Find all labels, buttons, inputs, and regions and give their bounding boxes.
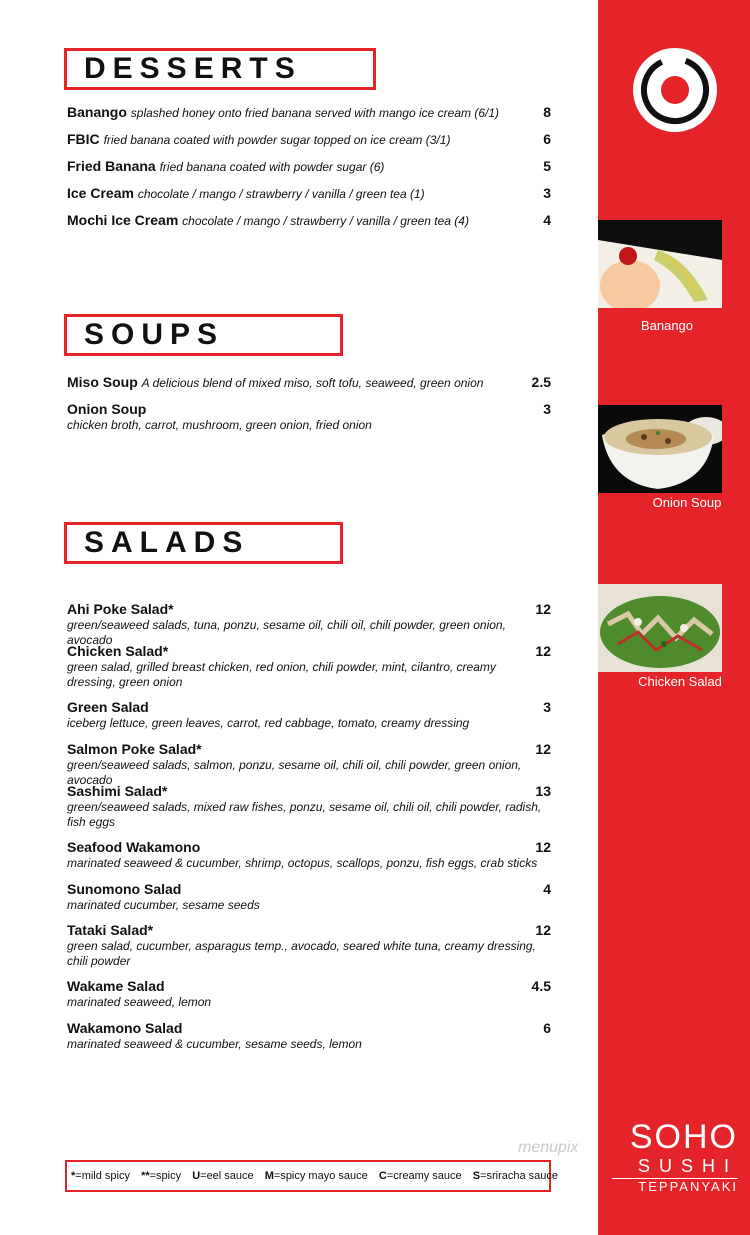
menu-item: [67, 839, 551, 871]
item-price: 3: [543, 185, 551, 201]
menu-item: [67, 601, 551, 648]
item-name: Miso Soup: [67, 374, 138, 390]
brand-name: SOHO: [629, 1118, 738, 1156]
item-price: 4.5: [531, 978, 551, 994]
photo-caption: Banango: [640, 318, 694, 333]
photo-caption: Chicken Salad: [638, 674, 722, 689]
menu-item: [67, 741, 551, 788]
soups-heading: SOUPS: [64, 314, 343, 356]
item-desc: green salad, grilled breast chicken, red onion, chili powder, mint, cilantro, creamy dressing, green onion: [67, 660, 496, 689]
brand-subtitle: SUSHI: [637, 1156, 738, 1176]
onion-soup-photo: [598, 405, 722, 493]
item-desc: splashed honey onto fried banana served with mango ice cream (6/1): [130, 106, 499, 120]
item-price: 4: [543, 881, 551, 897]
desserts-heading: DESSERTS: [64, 48, 376, 90]
item-desc: green/seaweed salads, mixed raw fishes, ponzu, sesame oil, chili oil, chili powder, radish, fish eggs: [67, 800, 542, 829]
watermark: menupix: [518, 1139, 579, 1156]
item-price: 12: [535, 922, 551, 938]
item-desc: green/seaweed salads, tuna, ponzu, sesame oil, chili oil, chili powder, green onion, avocado: [67, 618, 506, 647]
banango-photo: [598, 220, 722, 308]
item-desc: marinated seaweed & cucumber, sesame seeds, lemon: [67, 1037, 362, 1051]
menu-item: [67, 1020, 551, 1052]
legend-entry: C=creamy sauce: [378, 1170, 462, 1182]
legend-entry: **=spicy: [141, 1170, 182, 1182]
menu-item: [67, 104, 551, 122]
item-price: 13: [535, 783, 551, 799]
item-name: Wakamono Salad: [67, 1020, 183, 1036]
menu-item: [67, 374, 551, 392]
menu-item: [67, 643, 551, 690]
item-price: 12: [535, 741, 551, 757]
item-price: 6: [543, 131, 551, 147]
item-price: 12: [535, 643, 551, 659]
brand-tagline: TEPPANYAKI: [612, 1178, 738, 1195]
item-name: Salmon Poke Salad*: [67, 741, 202, 757]
menu-item: [67, 922, 551, 969]
item-desc: iceberg lettuce, green leaves, carrot, red cabbage, tomato, creamy dressing: [67, 716, 470, 730]
item-price: 8: [543, 104, 551, 120]
legend-entry: U=eel sauce: [192, 1170, 254, 1182]
item-price: 3: [543, 699, 551, 715]
item-name: Sashimi Salad*: [67, 783, 168, 799]
menu-item: [67, 783, 551, 830]
item-name: Chicken Salad*: [67, 643, 169, 659]
item-desc: chicken broth, carrot, mushroom, green onion, fried onion: [67, 418, 372, 432]
item-desc: marinated seaweed & cucumber, shrimp, octopus, scallops, ponzu, fish eggs, crab sticks: [67, 856, 538, 870]
item-name: Wakame Salad: [67, 978, 165, 994]
item-name: Banango: [67, 104, 127, 120]
item-price: 3: [543, 401, 551, 417]
legend-entry: S=sriracha sauce: [472, 1170, 559, 1182]
menu-item: [67, 158, 551, 176]
item-desc: green salad, cucumber, asparagus temp., avocado, seared white tuna, creamy dressing, chili powder: [67, 939, 536, 968]
item-desc: marinated cucumber, sesame seeds: [67, 898, 260, 912]
menu-item: [67, 212, 551, 230]
item-name: Sunomono Salad: [67, 881, 182, 897]
menu-item: [67, 401, 551, 433]
item-desc: chocolate / mango / strawberry / vanilla / green tea (1): [137, 187, 425, 201]
item-name: Green Salad: [67, 699, 149, 715]
menu-item: [67, 881, 551, 913]
menu-item: [67, 185, 551, 203]
item-name: Ice Cream: [67, 185, 134, 201]
item-price: 5: [543, 158, 551, 174]
item-name: Mochi Ice Cream: [67, 212, 179, 228]
sauce-legend: [65, 1160, 559, 1192]
item-desc: green/seaweed salads, salmon, ponzu, sesame oil, chili oil, chili powder, green onion, avocado: [67, 758, 522, 787]
legend-entry: M=spicy mayo sauce: [264, 1170, 368, 1182]
item-desc: chocolate / mango / strawberry / vanilla / green tea (4): [182, 214, 469, 228]
photo-caption: Onion Soup: [652, 495, 722, 510]
brand-logo-text: [612, 1118, 738, 1195]
item-name: FBIC: [67, 131, 100, 147]
menu-item: [67, 978, 551, 1010]
item-name: Fried Banana: [67, 158, 156, 174]
menu-item: [67, 699, 551, 731]
item-desc: marinated seaweed, lemon: [67, 995, 212, 1009]
chicken-salad-photo: [598, 584, 722, 672]
item-name: Tataki Salad*: [67, 922, 154, 938]
item-price: 12: [535, 601, 551, 617]
item-name: Seafood Wakamono: [67, 839, 201, 855]
item-price: 4: [543, 212, 551, 228]
item-price: 2.5: [531, 374, 551, 390]
item-name: Onion Soup: [67, 401, 147, 417]
item-desc: A delicious blend of mixed miso, soft tofu, seaweed, green onion: [141, 376, 484, 390]
item-desc: fried banana coated with powder sugar (6): [159, 160, 385, 174]
item-desc: fried banana coated with powder sugar topped on ice cream (3/1): [103, 133, 451, 147]
salads-heading: SALADS: [64, 522, 343, 564]
item-name: Ahi Poke Salad*: [67, 601, 174, 617]
item-price: 6: [543, 1020, 551, 1036]
menu-item: [67, 131, 551, 149]
logo-icon: [632, 47, 718, 133]
item-price: 12: [535, 839, 551, 855]
legend-entry: *=mild spicy: [71, 1170, 130, 1182]
